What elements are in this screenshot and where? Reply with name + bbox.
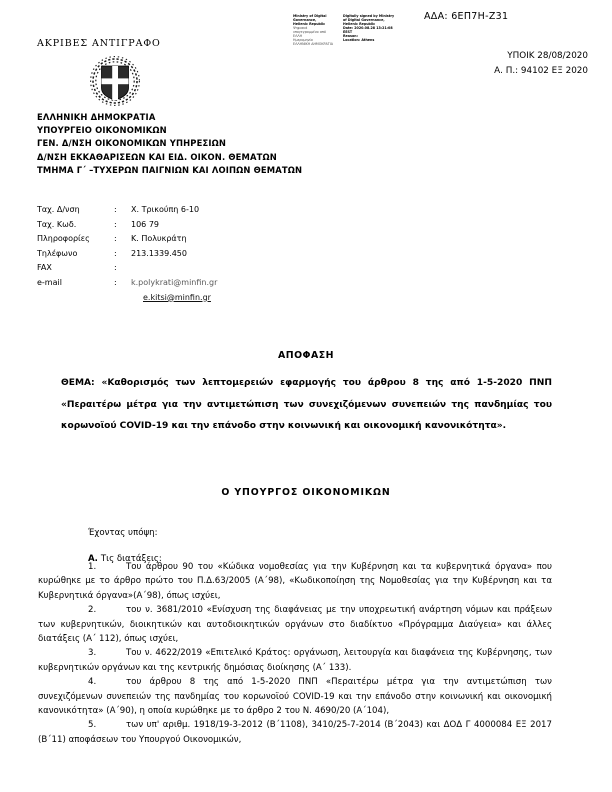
contact-row-information xyxy=(37,232,217,247)
dsig-right-line-2: of Digital Governance, xyxy=(343,18,385,22)
contact-label-address: Ταχ. Δ/νση xyxy=(37,205,80,214)
ada-code: ΑΔΑ: 6ΕΠ7Η-Ζ31 xyxy=(424,11,509,22)
contact-label-email: e-mail xyxy=(37,277,62,287)
greek-coat-of-arms-emblem xyxy=(86,55,144,109)
dsig-left-line-1: Ministry of Digital xyxy=(293,14,327,18)
contact-colon-email-secondary-spacer xyxy=(114,291,131,304)
contact-value-email-primary[interactable]: k.polykrati@minfin.gr xyxy=(131,277,218,287)
provision-number: 3. xyxy=(88,648,97,659)
provision-number: 2. xyxy=(88,605,97,616)
contact-label-postal-code: Ταχ. Κωδ. xyxy=(37,219,77,229)
contact-row-fax xyxy=(37,261,217,276)
contact-colon-information: : xyxy=(114,234,117,244)
provision-item xyxy=(38,560,552,603)
contact-value-telephone: 213.1339.450 xyxy=(131,248,187,258)
decision-heading: ΑΠΟΦΑΣΗ xyxy=(277,350,335,361)
dsig-right-line-3: Hellenic Republic xyxy=(343,22,376,26)
dsig-left-line-6: ΕΛΛΗ xyxy=(293,34,303,38)
provision-item xyxy=(38,646,552,675)
protocol-block xyxy=(330,49,588,79)
contact-value-email-secondary-cell xyxy=(131,291,217,304)
dsig-left-line-2: Governance, xyxy=(293,18,317,22)
ministry-line-ministry: ΥΠΟΥΡΓΕΙΟ ΟΙΚΟΝΟΜΙΚΩΝ xyxy=(37,125,167,136)
dsig-right-line-1: Digitally signed by Ministry xyxy=(343,14,395,18)
provisions-list xyxy=(38,560,552,747)
dsig-left-line-3: Hellenic Republic xyxy=(293,22,326,26)
contact-label-information: Πληροφορίες xyxy=(37,234,90,244)
ministry-line-republic: ΕΛΛΗΝΙΚΗ ΔΗΜΟΚΡΑΤΙΑ xyxy=(37,112,156,122)
dsig-left-line-4: Ψηφιακά xyxy=(293,26,308,30)
subject-label: ΘΕΜΑ: xyxy=(61,378,95,388)
subject-text: «Καθορισμός των λεπτομερειών εφαρμογής του άρθρου 8 της από 1-5-2020 ΠΝΠ «Περαιτέρω μέτρα για την αντιμετώπιση των συνεχιζόμενων συνεπειών της πανδημίας του κορωνοϊού COVID-19 και την επάνοδο στην κοινωνική και οικονομική κανονικότητα». xyxy=(61,378,552,431)
digital-signature-left-column xyxy=(283,14,345,46)
contact-value-address: Χ. Τρικούπη 6-10 xyxy=(131,205,200,214)
contact-label-fax: FAX xyxy=(37,263,52,273)
dsig-left-line-5: υπογεγραμμένο από xyxy=(293,30,326,34)
provision-item xyxy=(38,718,552,747)
contact-value-postal-code: 106 79 xyxy=(131,219,159,229)
section-a-letter: Α. xyxy=(88,554,98,564)
provision-text: των υπ' αριθμ. 1918/19-3-2012 (Β΄1108), 3410/25-7-2014 (Β΄2043) και ΔΟΔ Γ 4000084 ΕΞ 2017 (Β΄11) αποφάσεων του Υπουργού Οικονομικών, xyxy=(38,720,552,745)
provision-text: Του άρθρου 90 του «Κώδικα νομοθεσίας για την Κυβέρνηση και τα κυβερνητικά όργανα» που κυρώθηκε με το άρθρο πρώτο του Π.Δ.63/2005 (Α΄98), «Κωδικοποίηση της Νομοθεσίας για την Κυβέρνηση και τα Κυβερνητικά όργανα»(Α΄98), όπως ισχύει, xyxy=(38,562,552,601)
digital-signature-right-column xyxy=(343,14,405,42)
contact-row-postal-code xyxy=(37,218,217,233)
dsig-left-line-7: Ημερομηνία xyxy=(293,38,313,42)
ministry-line-directorate: Δ/ΝΣΗ ΕΚΚΑΘΑΡΙΣΕΩΝ ΚΑΙ ΕΙΔ. ΟΙΚΟΝ. ΘΕΜΑΤΩΝ xyxy=(37,151,277,162)
contact-row-email-secondary xyxy=(37,291,217,304)
contact-row-telephone xyxy=(37,247,217,262)
contact-colon-telephone: : xyxy=(114,248,117,258)
provision-text: του ν. 3681/2010 «Ενίσχυση της διαφάνειας με την υποχρεωτική ανάρτηση νόμων και πράξεων των κυβερνητικών, διοικητικών και αυτοδιοικητικών οργάνων στο διαδίκτυο «Πρόγραμμα Διαύγεια» και άλλες διατάξεις (Α΄ 112), όπως ισχύει, xyxy=(38,605,552,645)
contact-colon-fax: : xyxy=(114,263,117,273)
contact-colon-email: : xyxy=(114,277,117,287)
protocol-ministry-date: ΥΠΟΙΚ 28/08/2020 xyxy=(507,51,588,61)
provision-text: Του ν. 4622/2019 «Επιτελικό Κράτος: οργάνωση, λειτουργία και διαφάνεια της Κυβέρνησης, των κυβερνητικών οργάνων και της κεντρικής δημόσιας διοίκησης (Α΄ 133). xyxy=(38,648,552,673)
dsig-right-line-5: EEST xyxy=(343,30,353,34)
contact-colon-address: : xyxy=(114,205,117,214)
protocol-number: Α. Π.: 94102 ΕΞ 2020 xyxy=(494,66,588,76)
dsig-left-line-8: ΕΛΛΗΝΙΚΗ ΔΗΜΟΚΡΑΤΙΑ xyxy=(293,42,334,46)
subject-paragraph xyxy=(61,373,552,438)
contact-label-telephone: Τηλέφωνο xyxy=(37,248,78,258)
contact-row-email xyxy=(37,276,217,291)
contact-details-table xyxy=(37,203,217,304)
provision-number: 4. xyxy=(88,677,97,688)
provision-text: του άρθρου 8 της από 1-5-2020 ΠΝΠ «Περαιτέρω μέτρα για την αντιμετώπιση των συνεχιζόμενων συνεπειών της πανδημίας του κορωνοϊού COVID-19 και την επάνοδο στην κοινωνική και οικονομική κανονικότητα» (Α΄90), η οποία κυρώθηκε με το άρθρο 2 του Ν. 4690/20 (Α΄104), xyxy=(38,677,552,717)
contact-colon-postal-code: : xyxy=(114,219,117,229)
contact-label-email-secondary-spacer xyxy=(37,291,114,304)
dsig-right-line-4: Date: 2020.08.28 13:21:08 xyxy=(343,26,393,30)
email-secondary-link[interactable]: e.kitsi@minfin.gr xyxy=(143,292,211,302)
ministry-line-department: ΤΜΗΜΑ Γ΄ –ΤΥΧΕΡΩΝ ΠΑΙΓΝΙΩΝ ΚΑΙ ΛΟΙΠΩΝ ΘΕΜΑΤΩΝ xyxy=(37,164,303,175)
dsig-right-line-6: Reason: xyxy=(343,34,358,38)
having-regard-line: Έχοντας υπόψη: xyxy=(88,528,158,538)
contact-row-address xyxy=(37,203,217,218)
ministry-line-general-directorate: ΓΕΝ. Δ/ΝΣΗ ΟΙΚΟΝΟΜΙΚΩΝ ΥΠΗΡΕΣΙΩΝ xyxy=(37,138,227,149)
true-copy-note: ΑΚΡΙΒΕΣ ΑΝΤΙΓΡΑΦΟ xyxy=(37,38,161,49)
minister-heading: Ο ΥΠΟΥΡΓΟΣ ΟΙΚΟΝΟΜΙΚΩΝ xyxy=(221,487,391,498)
ministry-header xyxy=(37,111,302,177)
section-a-text: Τις διατάξεις: xyxy=(100,554,162,564)
provision-number: 5. xyxy=(88,720,97,731)
contact-value-fax xyxy=(131,261,217,276)
dsig-right-line-7: Location: Athens xyxy=(343,38,375,42)
provision-number: 1. xyxy=(88,562,97,572)
provision-item xyxy=(38,675,552,718)
provision-item xyxy=(38,603,552,646)
contact-value-information: Κ. Πολυκράτη xyxy=(131,234,187,244)
